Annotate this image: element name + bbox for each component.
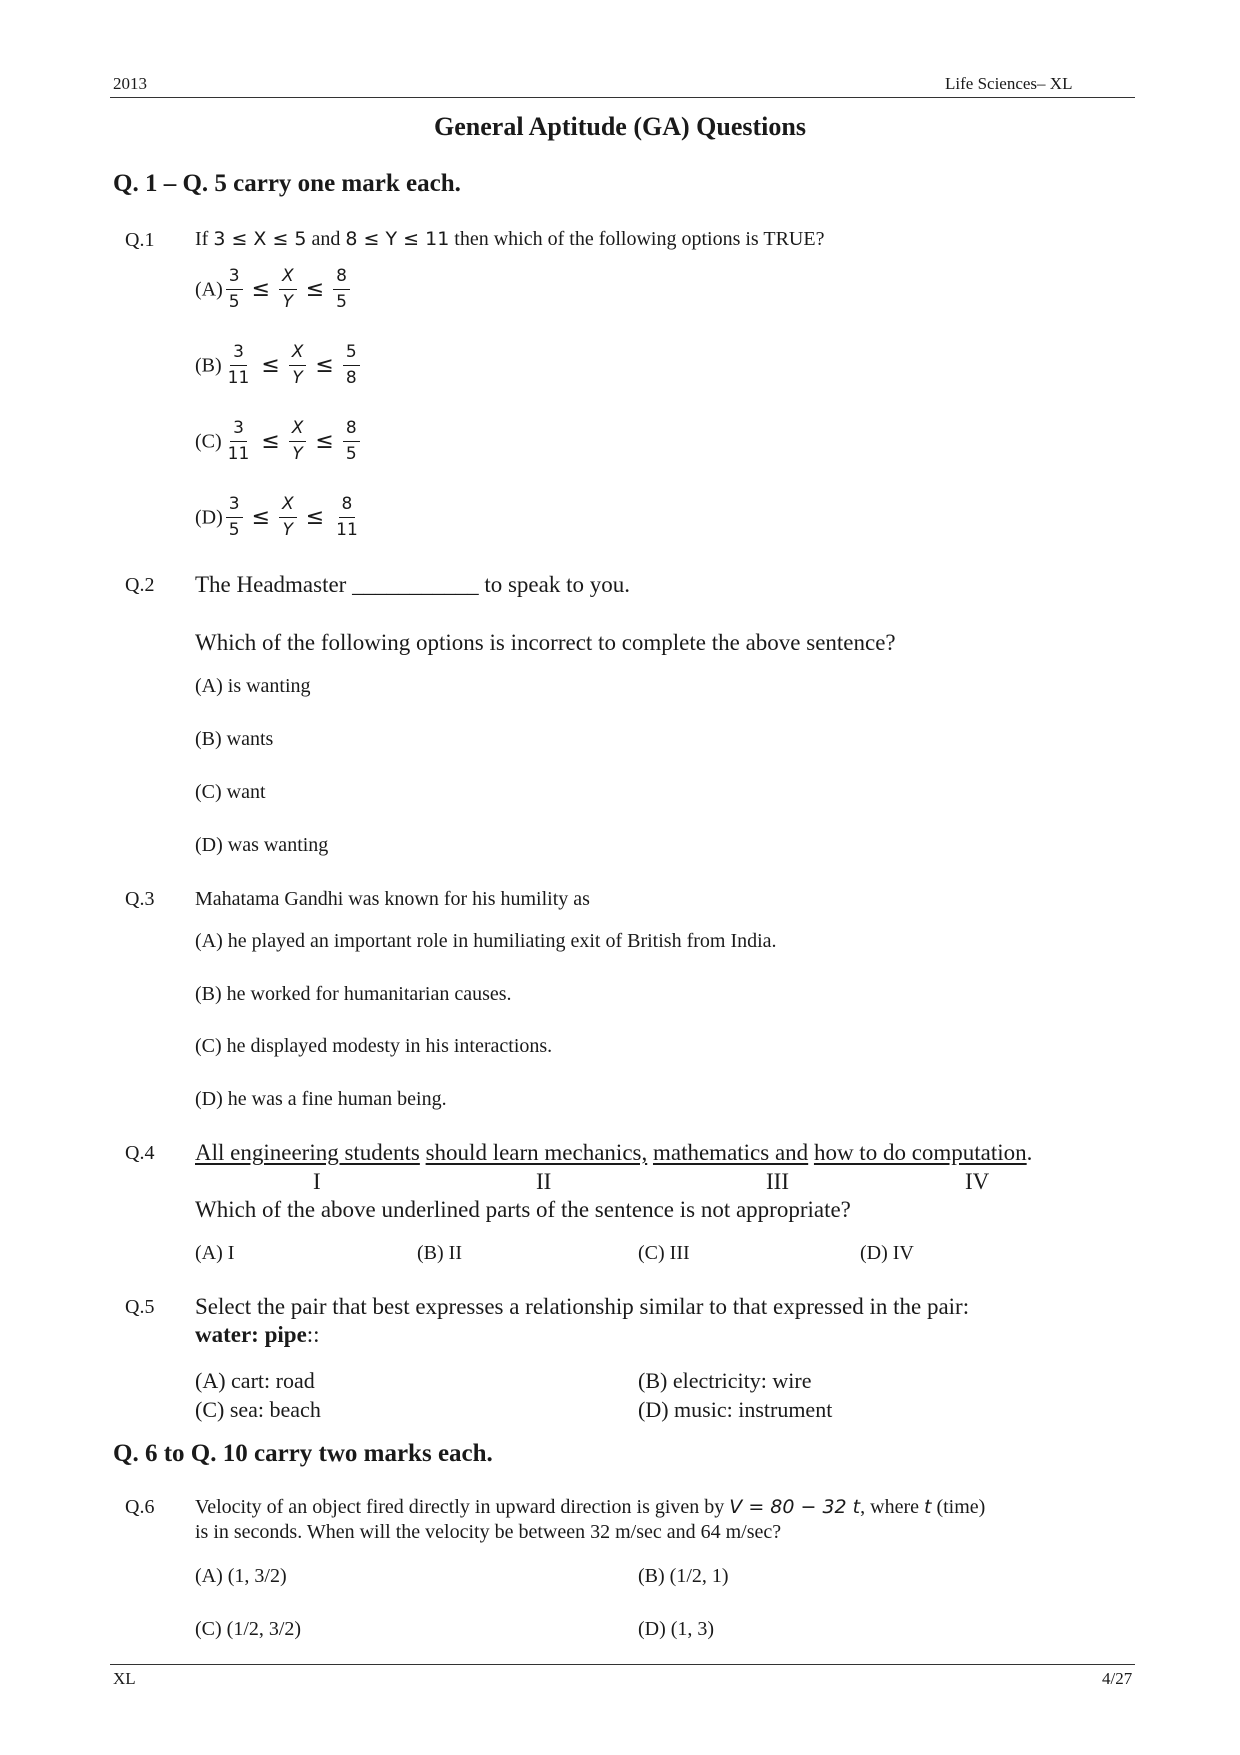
question-number: Q.6 (125, 1496, 155, 1518)
option-a: (A) cart: road (195, 1368, 315, 1393)
part-ii: should learn mechanics, (425, 1140, 648, 1165)
fraction: $\frac{3}{5}$ (226, 494, 243, 542)
question-text: Select the pair that best expresses a relationship similar to that expressed in the pair: (195, 1294, 970, 1319)
option-d: (D) IV (860, 1242, 914, 1264)
footer-rule (110, 1664, 1135, 1665)
option-b: (B) wants (195, 728, 274, 750)
numeral-iii: III (766, 1169, 789, 1194)
fraction: $\frac{3}{11}$ (227, 342, 250, 389)
fraction: $\frac{8}{5}$ (333, 266, 350, 314)
option-c: (C) sea: beach (195, 1397, 321, 1422)
fraction: $\frac{X}{Y}$ (279, 266, 297, 314)
numeral-ii: II (536, 1169, 552, 1194)
condition-x: 3 ≤ X ≤ 5 (213, 228, 307, 250)
fraction: $\frac{X}{Y}$ (279, 494, 297, 542)
question-sentence: The Headmaster ___________ to speak to you. (195, 572, 630, 597)
question-number: Q.2 (125, 574, 155, 596)
question-number: Q.5 (125, 1296, 155, 1318)
question-text: Mahatama Gandhi was known for his humility as (195, 888, 590, 910)
option-a: (A) I (195, 1242, 235, 1264)
page-number: 4/27 (1102, 1669, 1133, 1688)
numeral-iv: IV (965, 1169, 990, 1194)
option-c: (C) III (638, 1242, 690, 1264)
option-c: (C) want (195, 781, 266, 803)
option-a: (A) is wanting (195, 675, 311, 697)
fraction: $\frac{X}{Y}$ (289, 342, 307, 390)
option-d: (D) (1, 3) (638, 1618, 715, 1640)
part-iii: mathematics and (652, 1140, 809, 1165)
fraction: $\frac{X}{Y}$ (289, 418, 307, 466)
part-iv: how to do computation (813, 1140, 1027, 1165)
page-title: General Aptitude (GA) Questions (434, 112, 806, 141)
option-d: (D) $\frac{3}{5}$ ≤ $\frac{X}{Y}$ ≤ $\frac{8}{11}$ (195, 494, 364, 542)
option-d: (D) was wanting (195, 834, 329, 856)
option-a: (A) $\frac{3}{5}$ ≤ $\frac{X}{Y}$ ≤ $\frac{8}{5}$ (195, 266, 353, 314)
option-c: (C) $\frac{3}{11}$ ≤ $\frac{X}{Y}$ ≤ $\frac{8}{5}$ (195, 418, 363, 466)
section-heading-one-mark: Q. 1 – Q. 5 carry one mark each. (113, 170, 461, 197)
option-b: (B) electricity: wire (638, 1368, 812, 1393)
fraction: $\frac{8}{5}$ (343, 418, 360, 466)
question-text: If 3 ≤ X ≤ 5 and 8 ≤ Y ≤ 11 then which of the following options is TRUE? (195, 228, 825, 250)
option-b: (B) he worked for humanitarian causes. (195, 983, 512, 1005)
option-b: (B) $\frac{3}{11}$ ≤ $\frac{X}{Y}$ ≤ $\frac{5}{8}$ (195, 342, 363, 390)
option-b: (B) (1/2, 1) (638, 1565, 729, 1587)
question-number: Q.3 (125, 888, 155, 910)
question-text-line-1: Velocity of an object fired directly in upward direction is given by V = 80 − 32 t, where t (time) (195, 1496, 986, 1518)
question-number: Q.1 (125, 229, 155, 251)
option-d: (D) he was a fine human being. (195, 1088, 447, 1110)
header-subject: Life Sciences– XL (945, 74, 1073, 93)
fraction: $\frac{3}{11}$ (227, 418, 250, 465)
underlined-sentence: All engineering students should learn mechanics, mathematics and how to do computation. (195, 1140, 1033, 1165)
option-b: (B) II (417, 1242, 462, 1264)
condition-y: 8 ≤ Y ≤ 11 (345, 228, 450, 250)
option-c: (C) he displayed modesty in his interactions. (195, 1035, 553, 1057)
footer-code: XL (113, 1669, 136, 1688)
header-rule (110, 97, 1135, 98)
numeral-i: I (313, 1169, 321, 1194)
option-d: (D) music: instrument (638, 1397, 833, 1422)
header-year: 2013 (113, 74, 147, 93)
question-text: Which of the following options is incorrect to complete the above sentence? (195, 630, 896, 655)
question-text-line-2: is in seconds. When will the velocity be between 32 m/sec and 64 m/sec? (195, 1521, 782, 1543)
fraction: $\frac{8}{11}$ (336, 494, 358, 541)
velocity-equation: V = 80 − 32 t (729, 1496, 861, 1518)
reference-pair: water: pipe:: (195, 1322, 320, 1347)
part-i: All engineering students (195, 1140, 420, 1165)
question-number: Q.4 (125, 1142, 155, 1164)
section-heading-two-marks: Q. 6 to Q. 10 carry two marks each. (113, 1440, 493, 1467)
option-c: (C) (1/2, 3/2) (195, 1618, 302, 1640)
option-a: (A) he played an important role in humiliating exit of British from India. (195, 930, 777, 952)
question-text: Which of the above underlined parts of the sentence is not appropriate? (195, 1197, 851, 1222)
option-a: (A) (1, 3/2) (195, 1565, 287, 1587)
fraction: $\frac{5}{8}$ (343, 342, 360, 390)
fraction: $\frac{3}{5}$ (226, 266, 243, 314)
